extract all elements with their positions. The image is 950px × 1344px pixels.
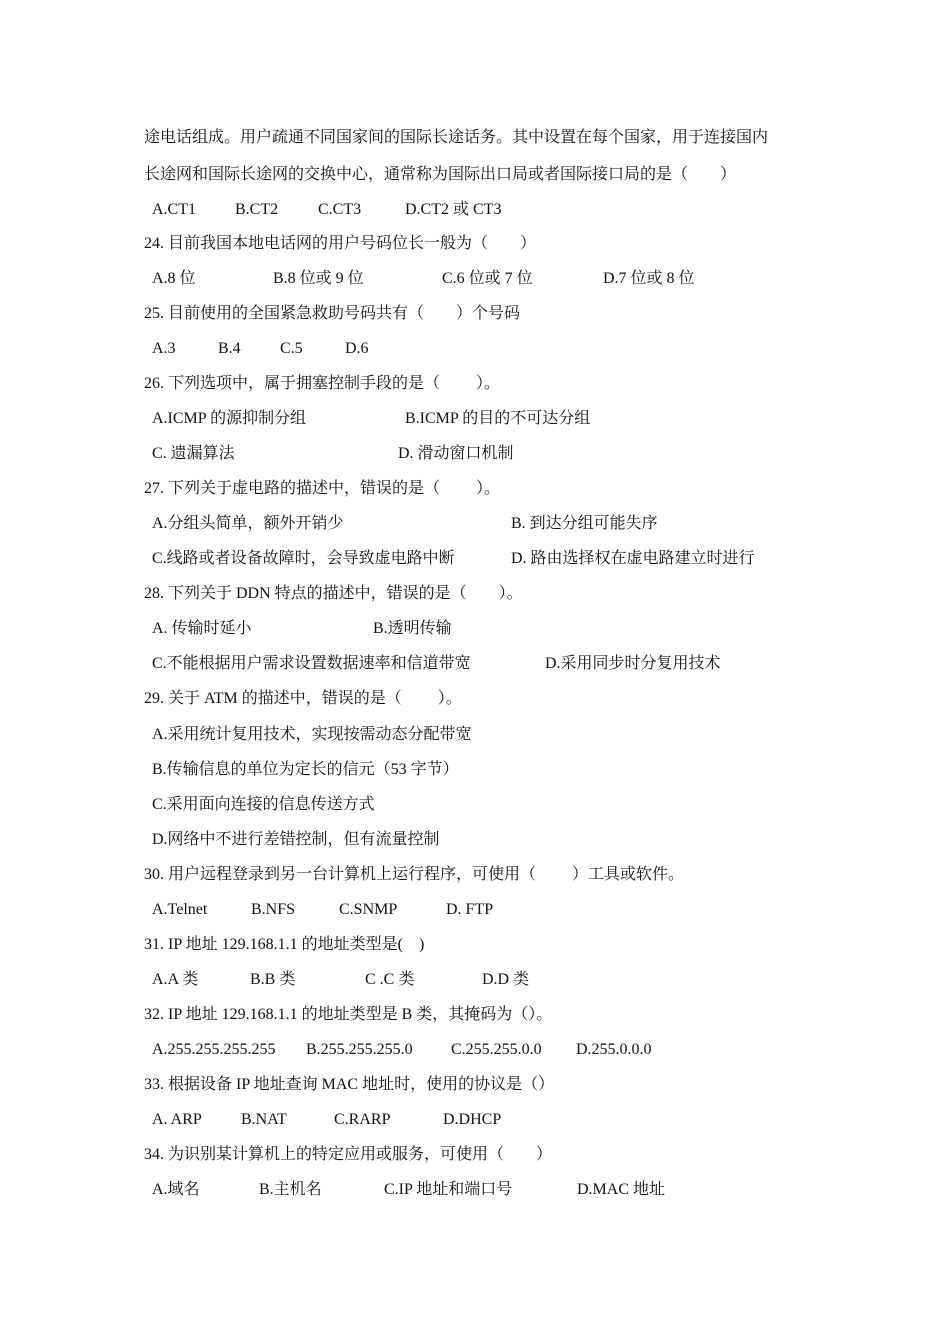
q28-option-d: D.采用同步时分复用技术 [545, 655, 721, 672]
q30-stem: 30. 用户远程登录到另一台计算机上运行程序，可使用（ ）工具或软件。 [144, 866, 685, 883]
q23-option-d: D.CT2 或 CT3 [405, 201, 502, 218]
q23-option-a: A.CT1 [152, 201, 196, 218]
q31-option-a: A.A 类 [152, 971, 199, 988]
q33-option-d: D.DHCP [443, 1111, 502, 1128]
q29-option-b: B.传输信息的单位为定长的信元（53 字节） [152, 761, 459, 778]
q25-option-c: C.5 [280, 340, 303, 357]
q32-option-b: B.255.255.255.0 [306, 1041, 413, 1058]
q27-stem: 27. 下列关于虚电路的描述中，错误的是（ ）。 [144, 480, 501, 497]
q28-option-a: A. 传输时延小 [152, 620, 252, 637]
q28-option-b: B.透明传输 [373, 620, 452, 637]
q25-option-d: D.6 [345, 340, 369, 357]
q32-stem: 32. IP 地址 129.168.1.1 的地址类型是 B 类，其掩码为（）。 [144, 1006, 553, 1023]
q25-stem: 25. 目前使用的全国紧急救助号码共有（ ）个号码 [144, 305, 521, 322]
q31-stem: 31. IP 地址 129.168.1.1 的地址类型是( ) [144, 936, 425, 953]
q31-option-c: C .C 类 [365, 971, 415, 988]
q26-option-a: A.ICMP 的源抑制分组 [152, 410, 307, 427]
q31-option-b: B.B 类 [250, 971, 296, 988]
q34-stem: 34. 为识别某计算机上的特定应用或服务，可使用（ ） [144, 1146, 553, 1163]
q30-option-b: B.NFS [251, 901, 296, 918]
q26-option-d: D. 滑动窗口机制 [398, 445, 514, 462]
q25-option-b: B.4 [218, 340, 241, 357]
q29-option-c: C.采用面向连接的信息传送方式 [152, 796, 375, 813]
q24-option-a: A.8 位 [152, 270, 196, 287]
q32-option-d: D.255.0.0.0 [576, 1041, 652, 1058]
q24-stem: 24. 目前我国本地电话网的用户号码位长一般为（ ） [144, 235, 537, 252]
intro-line-2: 长途网和国际长途网的交换中心，通常称为国际出口局或者国际接口局的是（ ） [144, 166, 737, 183]
q29-option-a: A.采用统计复用技术，实现按需动态分配带宽 [152, 726, 472, 743]
q24-option-c: C.6 位或 7 位 [442, 270, 533, 287]
q30-option-c: C.SNMP [339, 901, 398, 918]
q27-option-c: C.线路或者设备故障时，会导致虚电路中断 [152, 550, 455, 567]
q33-option-b: B.NAT [241, 1111, 287, 1128]
q24-option-b: B.8 位或 9 位 [273, 270, 364, 287]
q34-option-c: C.IP 地址和端口号 [384, 1181, 513, 1198]
q34-option-d: D.MAC 地址 [577, 1181, 666, 1198]
q28-stem: 28. 下列关于 DDN 特点的描述中，错误的是（ ）。 [144, 585, 523, 602]
q23-option-b: B.CT2 [235, 201, 279, 218]
q30-option-d: D. FTP [446, 901, 494, 918]
q33-option-c: C.RARP [334, 1111, 391, 1128]
q27-option-a: A.分组头简单，额外开销少 [152, 515, 344, 532]
q27-option-b: B. 到达分组可能失序 [511, 515, 658, 532]
intro-line-1: 途电话组成。用户疏通不同国家间的国际长途话务。其中设置在每个国家，用于连接国内 [144, 129, 769, 146]
q34-option-a: A.域名 [152, 1181, 200, 1198]
q28-option-c: C.不能根据用户需求设置数据速率和信道带宽 [152, 655, 471, 672]
q33-option-a: A. ARP [152, 1111, 202, 1128]
q27-option-d: D. 路由选择权在虚电路建立时进行 [511, 550, 755, 567]
q26-option-c: C. 遗漏算法 [152, 445, 235, 462]
q26-stem: 26. 下列选项中，属于拥塞控制手段的是（ ）。 [144, 375, 501, 392]
q25-option-a: A.3 [152, 340, 176, 357]
q30-option-a: A.Telnet [152, 901, 208, 918]
q24-option-d: D.7 位或 8 位 [603, 270, 695, 287]
q32-option-a: A.255.255.255.255 [152, 1041, 276, 1058]
q29-option-d: D.网络中不进行差错控制，但有流量控制 [152, 831, 440, 848]
q26-option-b: B.ICMP 的目的不可达分组 [405, 410, 591, 427]
q31-option-d: D.D 类 [482, 971, 530, 988]
q34-option-b: B.主机名 [259, 1181, 322, 1198]
q29-stem: 29. 关于 ATM 的描述中，错误的是（ ）。 [144, 690, 462, 707]
q33-stem: 33. 根据设备 IP 地址查询 MAC 地址时，使用的协议是（） [144, 1076, 555, 1093]
q23-option-c: C.CT3 [318, 201, 362, 218]
q32-option-c: C.255.255.0.0 [451, 1041, 542, 1058]
